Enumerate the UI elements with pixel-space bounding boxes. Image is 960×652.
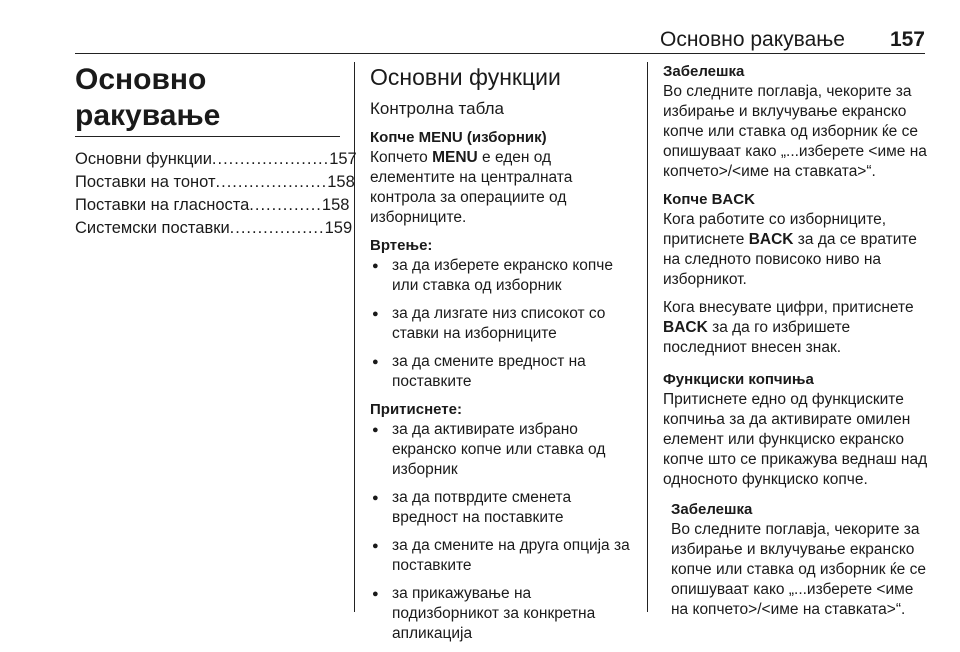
column-divider (647, 62, 648, 612)
toc-page: 157 (329, 150, 357, 168)
rotate-label: Вртење: (370, 237, 433, 254)
press-list (370, 420, 635, 644)
list-item: ● за да смените на друга опција за поставките (370, 536, 635, 576)
chapter-column (75, 62, 357, 240)
list-item: ● за прикажување на подизборникот за конкретна апликација (370, 584, 635, 644)
note-title: Забелешка (671, 501, 753, 518)
note-text: Во следните поглавја, чекорите за избирање и вклучување екранско копче или ставка од изборник ќе се опишуваат како „...изберете <име на копчето>/<име на ставката>“. (663, 83, 927, 180)
toc-leader: ..................... (211, 150, 330, 168)
note-block (663, 62, 928, 182)
toc-page: 158 (327, 173, 355, 191)
back-description-digits (663, 298, 928, 358)
column-divider (354, 62, 355, 612)
text-run: за да се вратите на следното повисоко ниво на изборникот. (663, 231, 917, 288)
menu-knob-description (370, 148, 635, 228)
toc-entry[interactable] (75, 217, 353, 240)
list-item: ● за да смените вредност на поставките (370, 352, 635, 392)
function-buttons-heading: Функциски копчиња (663, 371, 814, 388)
list-item: ● за да активирате избрано екранско копче или ставка од изборник (370, 420, 635, 480)
note-text: Во следните поглавја, чекорите за избирање и вклучување екранско копче или ставка од изборник ќе се опишуваат како „...изберете <име на копчето>/<име на ставката>“. (671, 521, 926, 618)
toc-label: Поставки на тонот (75, 173, 216, 191)
toc-leader: ................. (229, 219, 325, 237)
note-block (663, 500, 928, 620)
rotate-list (370, 256, 635, 392)
function-buttons-description: Притиснете едно од функциските копчиња за да активирате омилен елемент или функциско екранско копче што се прикажува веднаш над односното функциско копче. (663, 391, 928, 488)
toc-entry[interactable] (75, 171, 355, 194)
subsection-title: Контролна табла (370, 99, 504, 118)
list-item: ● за да потврдите сменета вредност на поставките (370, 488, 635, 528)
page-number: 157 (889, 28, 925, 51)
text-run: Кога внесувате цифри, притиснете (663, 299, 914, 316)
list-item: ● за да лизгате низ списокот со ставки на изборниците (370, 304, 635, 344)
toc-entry[interactable] (75, 194, 350, 217)
toc-page: 158 (321, 196, 350, 214)
basic-functions-column (370, 62, 635, 652)
toc-entry[interactable] (75, 148, 357, 171)
header-rule (75, 53, 925, 54)
header-title: Основно ракување (659, 28, 845, 51)
back-button-heading: Копче BACK (663, 191, 755, 208)
list-item: ● за да изберете екранско копче или ставка од изборник (370, 256, 635, 296)
menu-knob-heading: Копче MENU (изборник) (370, 129, 547, 146)
toc-label: Системски поставки (75, 219, 230, 237)
toc-leader: .................... (215, 173, 328, 191)
text-run: Кога работите со изборниците, притиснете (663, 211, 887, 248)
back-key-label: BACK (748, 231, 794, 248)
text-run: за да го избришете последниот внесен знак. (663, 319, 851, 356)
text-run: Копчето (370, 149, 433, 166)
press-label: Притиснете: (370, 401, 462, 418)
page-header (75, 28, 925, 54)
toc-page: 159 (324, 219, 353, 237)
table-of-contents (75, 148, 357, 240)
toc-leader: ............. (249, 196, 322, 214)
menu-key-label: MENU (432, 149, 478, 166)
toc-label: Основни функции (75, 150, 212, 168)
back-key-label: BACK (663, 319, 708, 336)
buttons-column (663, 62, 928, 628)
section-title: Основни функции (370, 64, 561, 90)
note-title: Забелешка (663, 63, 745, 80)
chapter-title: Основно ракување (75, 62, 340, 137)
toc-label: Поставки на гласноста (75, 196, 250, 214)
text-run: е еден од елементите на централната контрола за операциите од изборниците. (370, 149, 573, 226)
back-description (663, 210, 928, 290)
